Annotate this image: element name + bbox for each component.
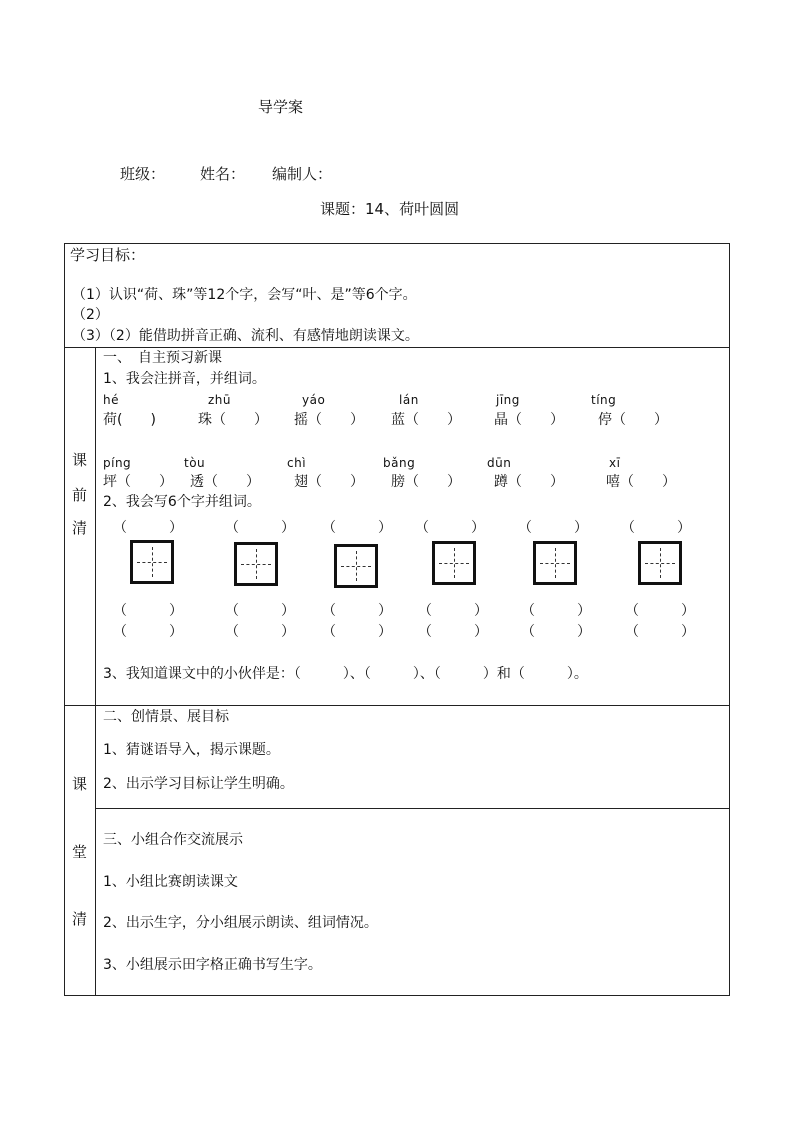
tianzige-grid-6[interactable] (638, 541, 682, 585)
pinyin-jing: jīng (496, 393, 520, 407)
char-yao: 摇（ ） (294, 412, 364, 428)
char-dun: 蹲（ ） (494, 474, 564, 490)
char-ting: 停（ ） (598, 412, 668, 428)
tianzige-grid-4[interactable] (432, 541, 476, 585)
section-3-item-2: 2、出示生字，分小组展示朗读、组词情况。 (103, 915, 378, 931)
char-lan: 蓝（ ） (391, 412, 461, 428)
paren-top-5: （ ） (518, 520, 588, 536)
char-xi: 嘻（ ） (606, 474, 676, 490)
tianzige-grid-1[interactable] (130, 540, 174, 584)
pinyin-ping: píng (103, 456, 132, 470)
section-3-title: 三、小组合作交流展示 (103, 832, 243, 848)
page-title: 导学案 (258, 98, 304, 116)
class-label: 班级： (120, 165, 166, 183)
lesson-title: 课题：14、荷叶圆圆 (320, 200, 460, 218)
paren-row1-1: （ ） (113, 603, 183, 619)
tianzige-grid-2[interactable] (234, 542, 278, 586)
side-label-pre-2: 前 (72, 486, 88, 504)
paren-row2-6: （ ） (625, 624, 695, 640)
paren-row1-4: （ ） (418, 603, 488, 619)
side-label-pre-3: 清 (72, 519, 88, 537)
pinyin-lan: lán (399, 393, 419, 407)
side-label-in-3: 清 (72, 910, 88, 928)
paren-row1-5: （ ） (521, 603, 591, 619)
tianzige-grid-3[interactable] (334, 544, 378, 588)
side-label-in-1: 课 (72, 775, 88, 793)
paren-top-6: （ ） (621, 520, 691, 536)
paren-top-2: （ ） (225, 520, 295, 536)
paren-row1-6: （ ） (625, 603, 695, 619)
paren-row1-2: （ ） (225, 603, 295, 619)
task-2: 2、我会写6个字并组词。 (103, 494, 261, 510)
paren-top-4: （ ） (415, 520, 485, 536)
pinyin-he: hé (103, 393, 119, 407)
section-3-item-1: 1、小组比赛朗读课文 (103, 874, 238, 890)
pinyin-dun: dūn (487, 456, 512, 470)
goal-line-2: （2） (72, 307, 109, 323)
tianzige-grid-5[interactable] (533, 541, 577, 585)
char-ping: 坪（ ） (103, 474, 173, 490)
task-1: 1、我会注拼音，并组词。 (103, 371, 266, 387)
paren-row2-3: （ ） (322, 624, 392, 640)
preclass-title: 一、 自主预习新课 (103, 350, 222, 366)
pinyin-bang: bǎng (383, 456, 416, 470)
char-zhu: 珠（ ） (198, 412, 268, 428)
pinyin-ting: tíng (591, 393, 617, 407)
pinyin-xi: xī (609, 456, 621, 470)
char-chi: 翅（ ） (294, 474, 364, 490)
char-jing: 晶（ ） (494, 412, 564, 428)
pinyin-chi: chì (287, 456, 307, 470)
section-3-item-3: 3、小组展示田字格正确书写生字。 (103, 957, 322, 973)
char-he: 荷( ) (103, 412, 156, 428)
goals-heading: 学习目标： (70, 246, 146, 264)
char-bang: 膀（ ） (391, 474, 461, 490)
name-label: 姓名： (200, 165, 246, 183)
goal-line-3: （3）（2）能借助拼音正确、流利、有感情地朗读课文。 (72, 328, 419, 344)
section-2-item-1: 1、猜谜语导入，揭示课题。 (103, 742, 280, 758)
side-label-pre-1: 课 (72, 451, 88, 469)
paren-row2-5: （ ） (521, 624, 591, 640)
section-2-item-2: 2、出示学习目标让学生明确。 (103, 776, 294, 792)
paren-row2-1: （ ） (113, 624, 183, 640)
pinyin-yao: yáo (302, 393, 326, 407)
section-2-title: 二、创情景、展目标 (103, 709, 229, 725)
paren-top-1: （ ） (113, 520, 183, 536)
side-label-in-2: 堂 (72, 843, 88, 861)
paren-row1-3: （ ） (322, 603, 392, 619)
goal-line-1: （1）认识“荷、珠”等12个字，会写“叶、是”等6个字。 (72, 287, 417, 303)
char-tou: 透（ ） (190, 474, 260, 490)
paren-row2-4: （ ） (418, 624, 488, 640)
pinyin-zhu: zhū (208, 393, 232, 407)
author-label: 编制人： (272, 165, 333, 183)
paren-row2-2: （ ） (225, 624, 295, 640)
task-3: 3、我知道课文中的小伙伴是：（ ）、（ ）、（ ）和（ ）。 (103, 666, 588, 682)
paren-top-3: （ ） (322, 520, 392, 536)
pinyin-tou: tòu (184, 456, 206, 470)
